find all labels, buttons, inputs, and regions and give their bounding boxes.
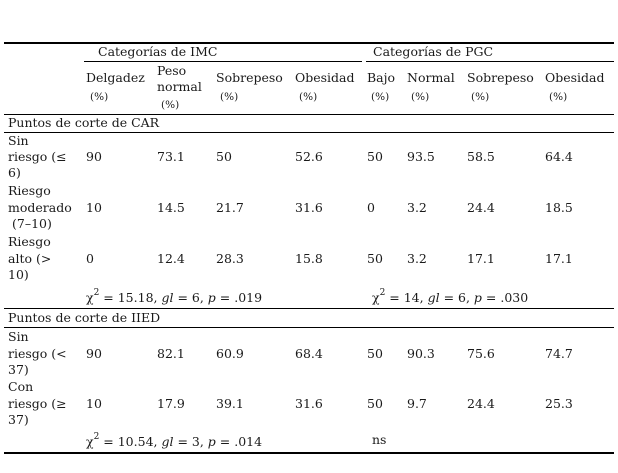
table-cell: 39.1 (216, 396, 244, 411)
table-cell: 68.4 (295, 346, 323, 361)
table-cell: 0 (86, 251, 94, 266)
table-cell: 10 (86, 396, 102, 411)
col-unit: (%) (90, 91, 109, 103)
row-label: alto (> (8, 251, 52, 266)
table-cell: 90.3 (407, 346, 435, 361)
table-cell: 9.7 (407, 396, 427, 411)
table-cell: 93.5 (407, 149, 435, 164)
row-label: 6) (8, 165, 21, 180)
col-header-obesidad-pgc: Obesidad (545, 70, 605, 85)
row-label: Sin (8, 329, 29, 344)
stats-car-pgc: $\chi^2 = 14$, gl = 6, p = .030 (372, 288, 529, 305)
table-cell: 17.9 (157, 396, 185, 411)
table-cell: 24.4 (467, 396, 495, 411)
row-label: Sin (8, 133, 29, 148)
col-unit: (%) (161, 99, 180, 111)
table-cell: 0 (367, 200, 375, 215)
table-cell: 17.1 (545, 251, 573, 266)
table-cell: 90 (86, 149, 102, 164)
table-cell: 14.5 (157, 200, 185, 215)
table-cell: 50 (367, 251, 383, 266)
col-header-peso-normal: Peso (157, 63, 187, 78)
row-label: (7–10) (12, 216, 52, 231)
table-cell: 18.5 (545, 200, 573, 215)
col-unit: (%) (299, 91, 318, 103)
table-cell: 17.1 (467, 251, 495, 266)
table-cell: 64.4 (545, 149, 573, 164)
pgc-group-header: Categorías de PGC (373, 44, 494, 59)
table-top-rule (4, 42, 614, 44)
row-label: Riesgo (8, 183, 51, 198)
row-label: Con (8, 379, 34, 394)
table-cell: 82.1 (157, 346, 185, 361)
col-unit: (%) (371, 91, 390, 103)
table-cell: 74.7 (545, 346, 573, 361)
table-cell: 52.6 (295, 149, 323, 164)
row-label: Riesgo (8, 234, 51, 249)
section-title-iied: Puntos de corte de IIED (8, 310, 161, 325)
table-cell: 12.4 (157, 251, 185, 266)
imc-group-header: Categorías de IMC (98, 44, 218, 59)
table-cell: 21.7 (216, 200, 244, 215)
col-header-bajo: Bajo (367, 70, 396, 85)
col-header-normal: Normal (407, 70, 455, 85)
col-header-sobrepeso-imc: Sobrepeso (216, 70, 283, 85)
table-cell: 58.5 (467, 149, 495, 164)
col-header-delgadez: Delgadez (86, 70, 145, 85)
col-unit: (%) (411, 91, 430, 103)
col-header-obesidad-imc: Obesidad (295, 70, 355, 85)
table-cell: 90 (86, 346, 102, 361)
section-iied-top-rule (4, 308, 614, 309)
table-cell: 3.2 (407, 251, 427, 266)
col-unit: (%) (549, 91, 568, 103)
stats-iied-pgc: ns (372, 432, 387, 447)
section-iied-rule (4, 327, 614, 328)
row-label: riesgo (≤ (8, 149, 67, 164)
row-label: moderado (8, 200, 72, 215)
table-cell: 50 (216, 149, 232, 164)
row-label: 10) (8, 267, 29, 282)
table-cell: 10 (86, 200, 102, 215)
col-unit: (%) (471, 91, 490, 103)
row-label: riesgo (< (8, 346, 67, 361)
table-cell: 24.4 (467, 200, 495, 215)
stats-car-imc: $\chi^2 = 15.18$, gl = 6, p = .019 (86, 288, 263, 305)
table-cell: 15.8 (295, 251, 323, 266)
table-cell: 31.6 (295, 396, 323, 411)
table-cell: 75.6 (467, 346, 495, 361)
imc-group-underline (84, 61, 362, 62)
table-cell: 73.1 (157, 149, 185, 164)
table-cell: 60.9 (216, 346, 244, 361)
table-bottom-rule (4, 452, 614, 454)
col-header-peso-normal: normal (157, 79, 202, 94)
section-car-rule (4, 132, 614, 133)
col-unit: (%) (220, 91, 239, 103)
col-header-sobrepeso-pgc: Sobrepeso (467, 70, 534, 85)
table-cell: 50 (367, 396, 383, 411)
row-label: 37) (8, 362, 29, 377)
table-cell: 50 (367, 346, 383, 361)
row-label: 37) (8, 412, 29, 427)
table-cell: 25.3 (545, 396, 573, 411)
row-label: riesgo (≥ (8, 396, 67, 411)
table-cell: 50 (367, 149, 383, 164)
pgc-group-underline (366, 61, 614, 62)
table-cell: 28.3 (216, 251, 244, 266)
table-cell: 31.6 (295, 200, 323, 215)
section-title-car: Puntos de corte de CAR (8, 115, 160, 130)
table-cell: 3.2 (407, 200, 427, 215)
stats-iied-imc: $\chi^2 = 10.54$, gl = 3, p = .014 (86, 432, 263, 449)
